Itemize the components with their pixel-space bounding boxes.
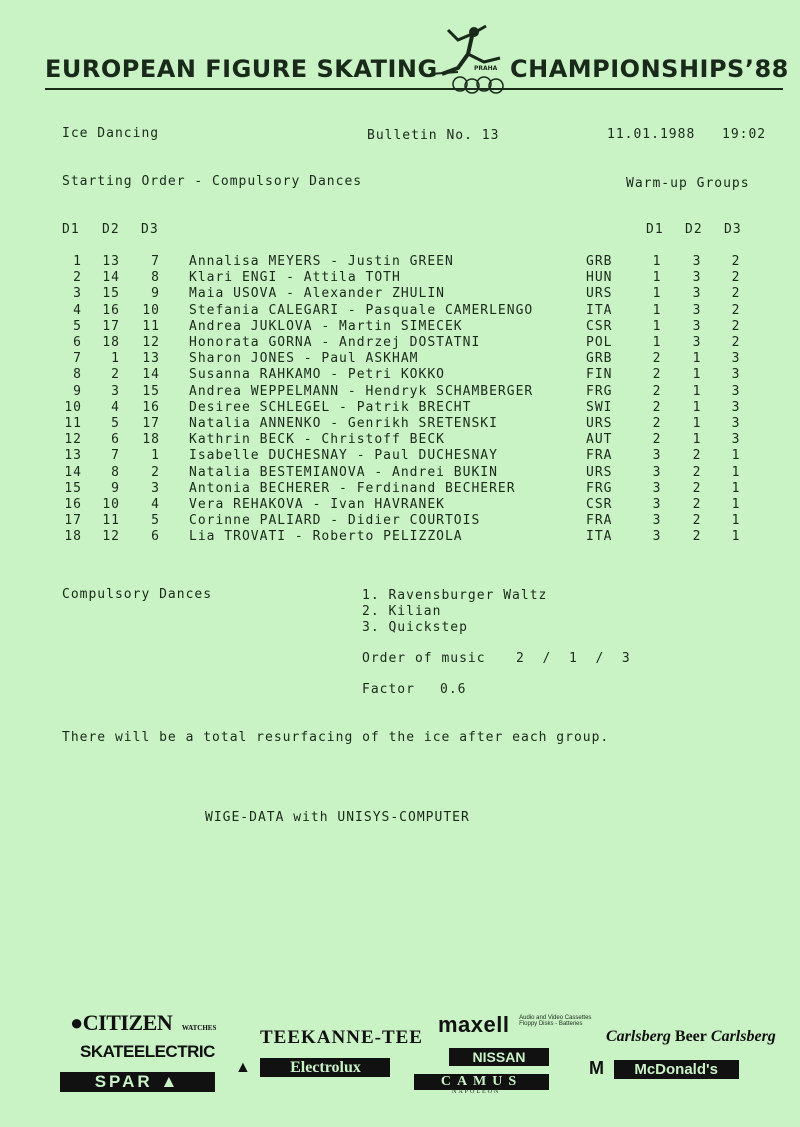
row-warmup-d1: 1	[652, 286, 662, 302]
row-d3: 9	[151, 286, 160, 302]
row-warmup-d2: 2	[692, 497, 702, 512]
row-warmup-d2: 1	[692, 399, 702, 415]
row-warmup-d3: 1	[731, 529, 741, 545]
row-nation: URS	[586, 286, 613, 302]
row-warmup-d3: 1	[731, 513, 741, 529]
row-nation: FRG	[586, 480, 613, 496]
citizen-logo-dot: ●	[70, 1010, 83, 1035]
row-nation: ITA	[586, 302, 613, 318]
row-d2: 1	[111, 351, 120, 367]
sponsor-camus: CAMUS	[414, 1074, 549, 1090]
table-row	[0, 286, 800, 302]
row-warmup-d2: 2	[692, 513, 702, 529]
row-warmup-d2: 1	[692, 367, 702, 383]
row-pair-names: Honorata GORNA - Andrzej DOSTATNI	[189, 335, 481, 350]
row-warmup-d3: 2	[731, 335, 741, 350]
row-nation: FRA	[586, 448, 613, 464]
row-nation: CSR	[586, 318, 613, 334]
spar-text: SPAR	[94, 1072, 153, 1091]
table-row	[0, 351, 800, 367]
row-warmup-d3: 3	[731, 383, 741, 399]
beer-text: Beer	[674, 1028, 707, 1045]
row-warmup-d2: 2	[692, 480, 702, 496]
row-warmup-d1: 1	[652, 335, 662, 350]
row-warmup-d1: 1	[652, 318, 662, 334]
row-d2: 4	[111, 399, 120, 415]
skater-emblem-icon	[428, 22, 510, 106]
compulsory-label: Compulsory Dances	[62, 587, 213, 602]
factor-value: 0.6	[440, 682, 467, 697]
row-d2: 10	[102, 497, 120, 512]
row-d2: 17	[102, 318, 120, 334]
row-d1: 10	[64, 399, 82, 415]
row-nation: HUN	[586, 270, 613, 286]
table-row	[0, 448, 800, 464]
row-warmup-d1: 1	[652, 302, 662, 318]
order-of-music-label: Order of music	[362, 651, 486, 666]
row-pair-names: Natalia BESTEMIANOVA - Andrei BUKIN	[189, 464, 498, 480]
row-warmup-d3: 2	[731, 286, 741, 302]
row-d1: 16	[64, 497, 82, 512]
table-row	[0, 367, 800, 383]
row-d1: 18	[64, 529, 82, 545]
row-nation: POL	[586, 335, 613, 350]
row-d3: 12	[142, 335, 160, 350]
row-warmup-d1: 3	[652, 480, 662, 496]
row-d2: 14	[102, 270, 120, 286]
sponsor-spar	[60, 1072, 215, 1092]
dance-3: 3. Quickstep	[362, 620, 468, 635]
row-nation: URS	[586, 464, 613, 480]
camus-sub: NAPOLEON	[452, 1089, 501, 1095]
warmup-title: Warm-up Groups	[626, 176, 750, 191]
row-d2: 16	[102, 302, 120, 318]
row-warmup-d1: 1	[652, 254, 662, 269]
table-row	[0, 335, 800, 351]
row-pair-names: Stefania CALEGARI - Pasquale CAMERLENGO	[189, 302, 534, 318]
row-d1: 8	[73, 367, 82, 383]
row-warmup-d2: 2	[692, 448, 702, 464]
row-d3: 13	[142, 351, 160, 367]
table-row	[0, 465, 800, 481]
sponsor-teekanne: TEEKANNE-TEE	[260, 1027, 423, 1048]
row-d2: 11	[102, 513, 120, 529]
electrolux-text: Electrolux	[260, 1058, 390, 1077]
row-warmup-d1: 2	[652, 367, 662, 383]
row-pair-names: Klari ENGI - Attila TOTH	[189, 270, 401, 286]
table-row	[0, 400, 800, 416]
table-row	[0, 481, 800, 497]
row-warmup-d3: 2	[731, 254, 741, 269]
row-d1: 11	[64, 416, 82, 431]
table-row	[0, 416, 800, 432]
row-warmup-d3: 3	[731, 351, 741, 367]
row-d1: 15	[64, 480, 82, 496]
row-nation: FRG	[586, 383, 613, 399]
header-rule	[45, 88, 783, 90]
row-warmup-d2: 1	[692, 351, 702, 367]
row-d2: 18	[102, 335, 120, 350]
row-warmup-d1: 3	[652, 529, 662, 545]
row-pair-names: Sharon JONES - Paul ASKHAM	[189, 351, 419, 367]
spar-fir-icon: ▲	[160, 1072, 181, 1091]
row-pair-names: Kathrin BECK - Christoff BECK	[189, 432, 445, 448]
row-nation: AUT	[586, 432, 613, 448]
row-d1: 2	[73, 270, 82, 286]
row-pair-names: Antonia BECHERER - Ferdinand BECHERER	[189, 480, 516, 496]
row-d2: 2	[111, 367, 120, 383]
row-pair-names: Isabelle DUCHESNAY - Paul DUCHESNAY	[189, 448, 498, 464]
order-of-music-value: 2 / 1 / 3	[516, 651, 631, 666]
row-nation: GRB	[586, 254, 613, 269]
row-warmup-d3: 3	[731, 432, 741, 448]
table-row	[0, 529, 800, 545]
row-d3: 4	[151, 497, 160, 512]
row-warmup-d3: 2	[731, 270, 741, 286]
row-warmup-d2: 3	[692, 254, 702, 269]
sponsor-nissan: NISSAN	[449, 1048, 549, 1066]
row-d3: 16	[142, 399, 160, 415]
sponsor-skateelectric: SKATEELECTRIC	[80, 1042, 215, 1061]
row-pair-names: Andrea JUKLOVA - Martin SIMECEK	[189, 318, 463, 334]
row-d2: 5	[111, 416, 120, 431]
factor-label: Factor	[362, 682, 415, 697]
row-nation: FIN	[586, 367, 613, 383]
row-warmup-d2: 3	[692, 302, 702, 318]
row-warmup-d2: 1	[692, 416, 702, 431]
row-d2: 7	[111, 448, 120, 464]
resurfacing-notice: There will be a total resurfacing of the ice after each group.	[62, 730, 610, 745]
row-nation: SWI	[586, 399, 613, 415]
row-warmup-d2: 2	[692, 464, 702, 480]
title-right: CHAMPIONSHIPS’88	[510, 55, 789, 83]
row-pair-names: Maia USOVA - Alexander ZHULIN	[189, 286, 445, 302]
table-row	[0, 319, 800, 335]
row-warmup-d2: 3	[692, 286, 702, 302]
row-warmup-d3: 1	[731, 464, 741, 480]
table-row	[0, 270, 800, 286]
row-warmup-d3: 1	[731, 497, 741, 512]
row-warmup-d1: 3	[652, 464, 662, 480]
col-d1: D1	[62, 222, 80, 237]
row-warmup-d1: 2	[652, 416, 662, 431]
row-pair-names: Andrea WEPPELMANN - Hendryk SCHAMBERGER	[189, 383, 534, 399]
table-header	[0, 222, 800, 238]
row-warmup-d1: 2	[652, 432, 662, 448]
row-d3: 17	[142, 416, 160, 431]
row-d3: 15	[142, 383, 160, 399]
sponsor-carlsberg	[606, 1028, 776, 1046]
table-row	[0, 303, 800, 319]
table-row	[0, 513, 800, 529]
row-d3: 18	[142, 432, 160, 448]
row-d1: 12	[64, 432, 82, 448]
mcdonalds-text: McDonald's	[614, 1060, 739, 1079]
row-pair-names: Natalia ANNENKO - Genrikh SRETENSKI	[189, 416, 498, 431]
footer-credit: WIGE-DATA with UNISYS-COMPUTER	[205, 810, 470, 825]
row-warmup-d2: 3	[692, 335, 702, 350]
sponsor-maxell	[438, 1012, 591, 1038]
col-warmup-d3: D3	[724, 222, 742, 237]
row-nation: CSR	[586, 497, 613, 512]
citizen-sub: WATCHES	[181, 1024, 217, 1032]
row-warmup-d3: 1	[731, 480, 741, 496]
row-d3: 3	[151, 480, 160, 496]
row-warmup-d1: 2	[652, 383, 662, 399]
carlsberg-text-1: Carlsberg	[606, 1028, 671, 1045]
row-d1: 9	[73, 383, 82, 399]
row-d2: 3	[111, 383, 120, 399]
row-d3: 7	[151, 254, 160, 269]
row-pair-names: Susanna RAHKAMO - Petri KOKKO	[189, 367, 445, 383]
carlsberg-text-2: Carlsberg	[710, 1028, 776, 1045]
table-row	[0, 497, 800, 513]
row-d1: 5	[73, 318, 82, 334]
row-nation: URS	[586, 416, 613, 431]
emblem-text: PRAHA	[474, 65, 498, 72]
event-name: Ice Dancing	[62, 126, 160, 141]
row-warmup-d2: 3	[692, 270, 702, 286]
row-pair-names: Corinne PALIARD - Didier COURTOIS	[189, 513, 481, 529]
row-d2: 13	[102, 254, 120, 269]
row-nation: FRA	[586, 513, 613, 529]
col-warmup-d1: D1	[646, 222, 664, 237]
row-d3: 14	[142, 367, 160, 383]
row-pair-names: Lia TROVATI - Roberto PELIZZOLA	[189, 529, 463, 545]
col-d2: D2	[102, 222, 120, 237]
dance-1: 1. Ravensburger Waltz	[362, 588, 548, 603]
row-warmup-d2: 2	[692, 529, 702, 545]
row-warmup-d2: 1	[692, 383, 702, 399]
row-d3: 2	[151, 464, 160, 480]
sponsor-mcdonalds	[589, 1058, 739, 1079]
row-warmup-d3: 2	[731, 318, 741, 334]
row-pair-names: Annalisa MEYERS - Justin GREEN	[189, 254, 454, 269]
row-d2: 8	[111, 464, 120, 480]
table-row	[0, 254, 800, 270]
row-warmup-d1: 3	[652, 448, 662, 464]
maxell-text: maxell	[438, 1012, 510, 1037]
row-warmup-d1: 2	[652, 399, 662, 415]
row-d1: 17	[64, 513, 82, 529]
row-d3: 1	[151, 448, 160, 464]
sponsor-electrolux	[235, 1057, 390, 1077]
row-pair-names: Desiree SCHLEGEL - Patrik BRECHT	[189, 399, 472, 415]
row-nation: ITA	[586, 529, 613, 545]
row-warmup-d3: 2	[731, 302, 741, 318]
row-warmup-d3: 3	[731, 416, 741, 431]
row-d3: 6	[151, 529, 160, 545]
row-warmup-d1: 2	[652, 351, 662, 367]
row-d2: 12	[102, 529, 120, 545]
maxell-sub1: Audio and Video Cassettes	[519, 1015, 592, 1021]
row-d1: 14	[64, 464, 82, 480]
row-d3: 8	[151, 270, 160, 286]
section-title: Starting Order - Compulsory Dances	[62, 174, 363, 189]
row-d1: 7	[73, 351, 82, 367]
row-warmup-d1: 3	[652, 497, 662, 512]
row-warmup-d2: 3	[692, 318, 702, 334]
row-d3: 10	[142, 302, 160, 318]
col-warmup-d2: D2	[685, 222, 703, 237]
row-d1: 6	[73, 335, 82, 350]
table-row	[0, 432, 800, 448]
row-d1: 13	[64, 448, 82, 464]
mcdonalds-arches-icon: M	[589, 1058, 604, 1078]
row-d1: 4	[73, 302, 82, 318]
title-left: EUROPEAN FIGURE SKATING	[45, 55, 438, 83]
table-row	[0, 384, 800, 400]
bulletin-time: 19:02	[722, 127, 767, 142]
sponsor-citizen	[70, 1010, 216, 1036]
row-warmup-d3: 3	[731, 399, 741, 415]
bulletin-number: Bulletin No. 13	[367, 128, 500, 143]
row-d1: 3	[73, 286, 82, 302]
citizen-text: CITIZEN	[82, 1010, 173, 1035]
row-d3: 5	[151, 513, 160, 529]
electrolux-logo-icon: ▲	[235, 1059, 251, 1076]
row-d1: 1	[73, 254, 82, 269]
row-d3: 11	[142, 318, 160, 334]
dance-2: 2. Kilian	[362, 604, 442, 619]
row-warmup-d3: 1	[731, 448, 741, 464]
bulletin-date: 11.01.1988	[607, 127, 696, 142]
row-warmup-d1: 1	[652, 270, 662, 286]
row-d2: 15	[102, 286, 120, 302]
row-warmup-d2: 1	[692, 432, 702, 448]
row-warmup-d1: 3	[652, 513, 662, 529]
row-warmup-d3: 3	[731, 367, 741, 383]
row-d2: 6	[111, 432, 120, 448]
row-pair-names: Vera REHAKOVA - Ivan HAVRANEK	[189, 497, 445, 512]
row-d2: 9	[111, 480, 120, 496]
row-nation: GRB	[586, 351, 613, 367]
maxell-sub2: Floppy Disks - Batteries	[519, 1021, 583, 1027]
col-d3: D3	[141, 222, 159, 237]
